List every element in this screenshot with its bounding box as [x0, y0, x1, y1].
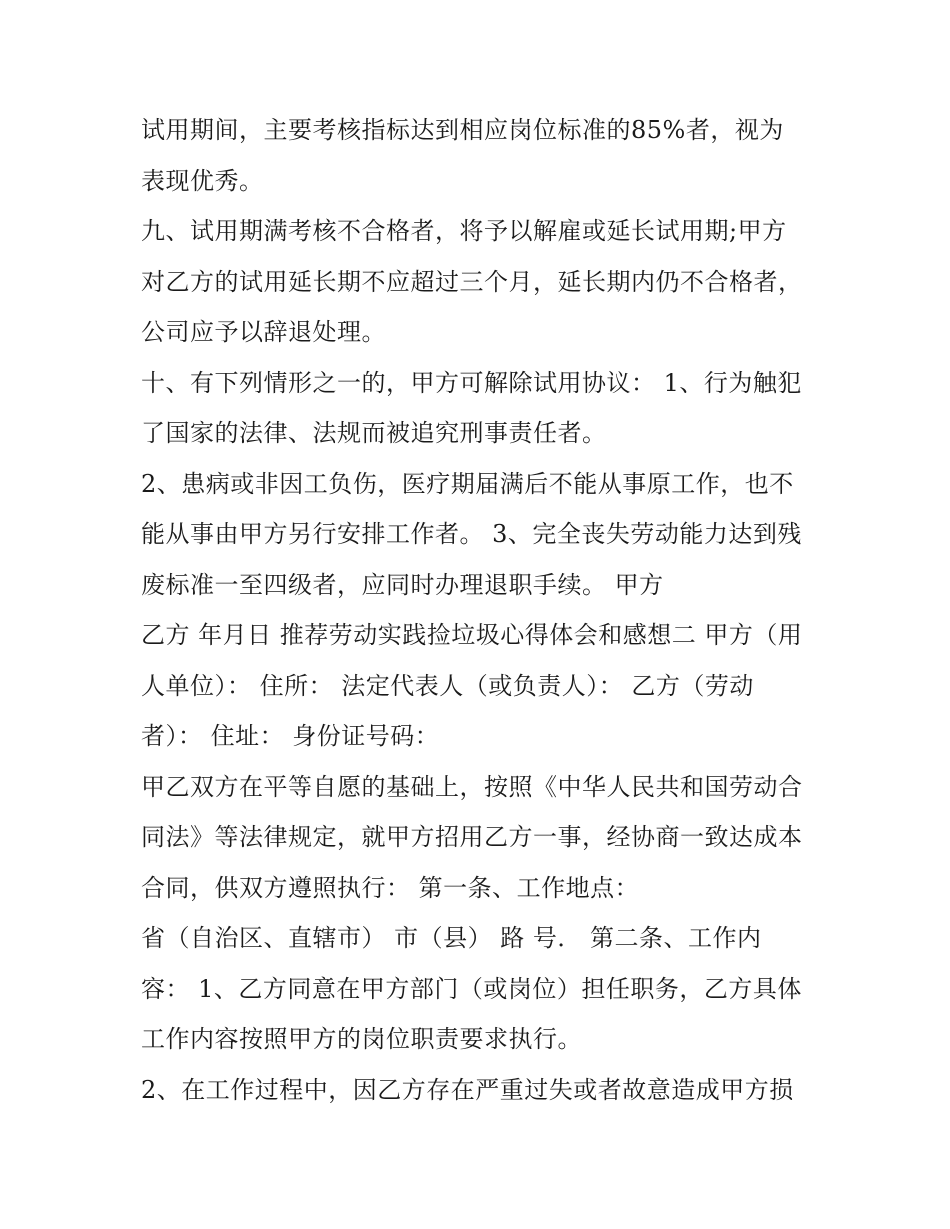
text-line: 公司应予以辞退处理。: [141, 318, 386, 346]
text-line: 省（自治区、直辖市） 市（县） 路 号． 第二条、工作内: [141, 924, 762, 952]
text-line: 乙方 年月日 推荐劳动实践捡垃圾心得体会和感想二 甲方（用: [141, 621, 803, 649]
text-line: 废标准一至四级者，应同时办理退职手续。 甲方: [141, 571, 664, 599]
text-line: 工作内容按照甲方的岗位职责要求执行。: [141, 1025, 582, 1053]
text-line: 九、试用期满考核不合格者，将予以解雇或延长试用期;甲方: [141, 217, 787, 245]
text-line: 表现优秀。: [141, 167, 264, 195]
text-line: 合同，供双方遵照执行： 第一条、工作地点：: [141, 874, 640, 902]
text-line: 容： 1、乙方同意在甲方部门（或岗位）担任职务，乙方具体: [141, 975, 802, 1003]
text-line: 试用期间，主要考核指标达到相应岗位标准的85%者，视为: [141, 116, 784, 144]
text-line: 了国家的法律、法规而被追究刑事责任者。: [141, 419, 607, 447]
text-line: 人单位）： 住所： 法定代表人（或负责人）： 乙方（劳动: [141, 672, 754, 700]
text-line: 者）： 住址： 身份证号码：: [141, 722, 440, 750]
text-line: 甲乙双方在平等自愿的基础上，按照《中华人民共和国劳动合: [141, 773, 803, 801]
text-line: 对乙方的试用延长期不应超过三个月，延长期内仍不合格者，: [141, 268, 803, 296]
text-line: 同法》等法律规定，就甲方招用乙方一事，经协商一致达成本: [141, 823, 803, 851]
text-line: 能从事由甲方另行安排工作者。 3、完全丧失劳动能力达到残: [141, 520, 802, 548]
text-line: 十、有下列情形之一的，甲方可解除试用协议： 1、行为触犯: [141, 369, 802, 397]
text-line: 2、在工作过程中，因乙方存在严重过失或者故意造成甲方损: [141, 1076, 794, 1104]
text-line: 2、患病或非因工负伤，医疗期届满后不能从事原工作，也不: [141, 470, 794, 498]
